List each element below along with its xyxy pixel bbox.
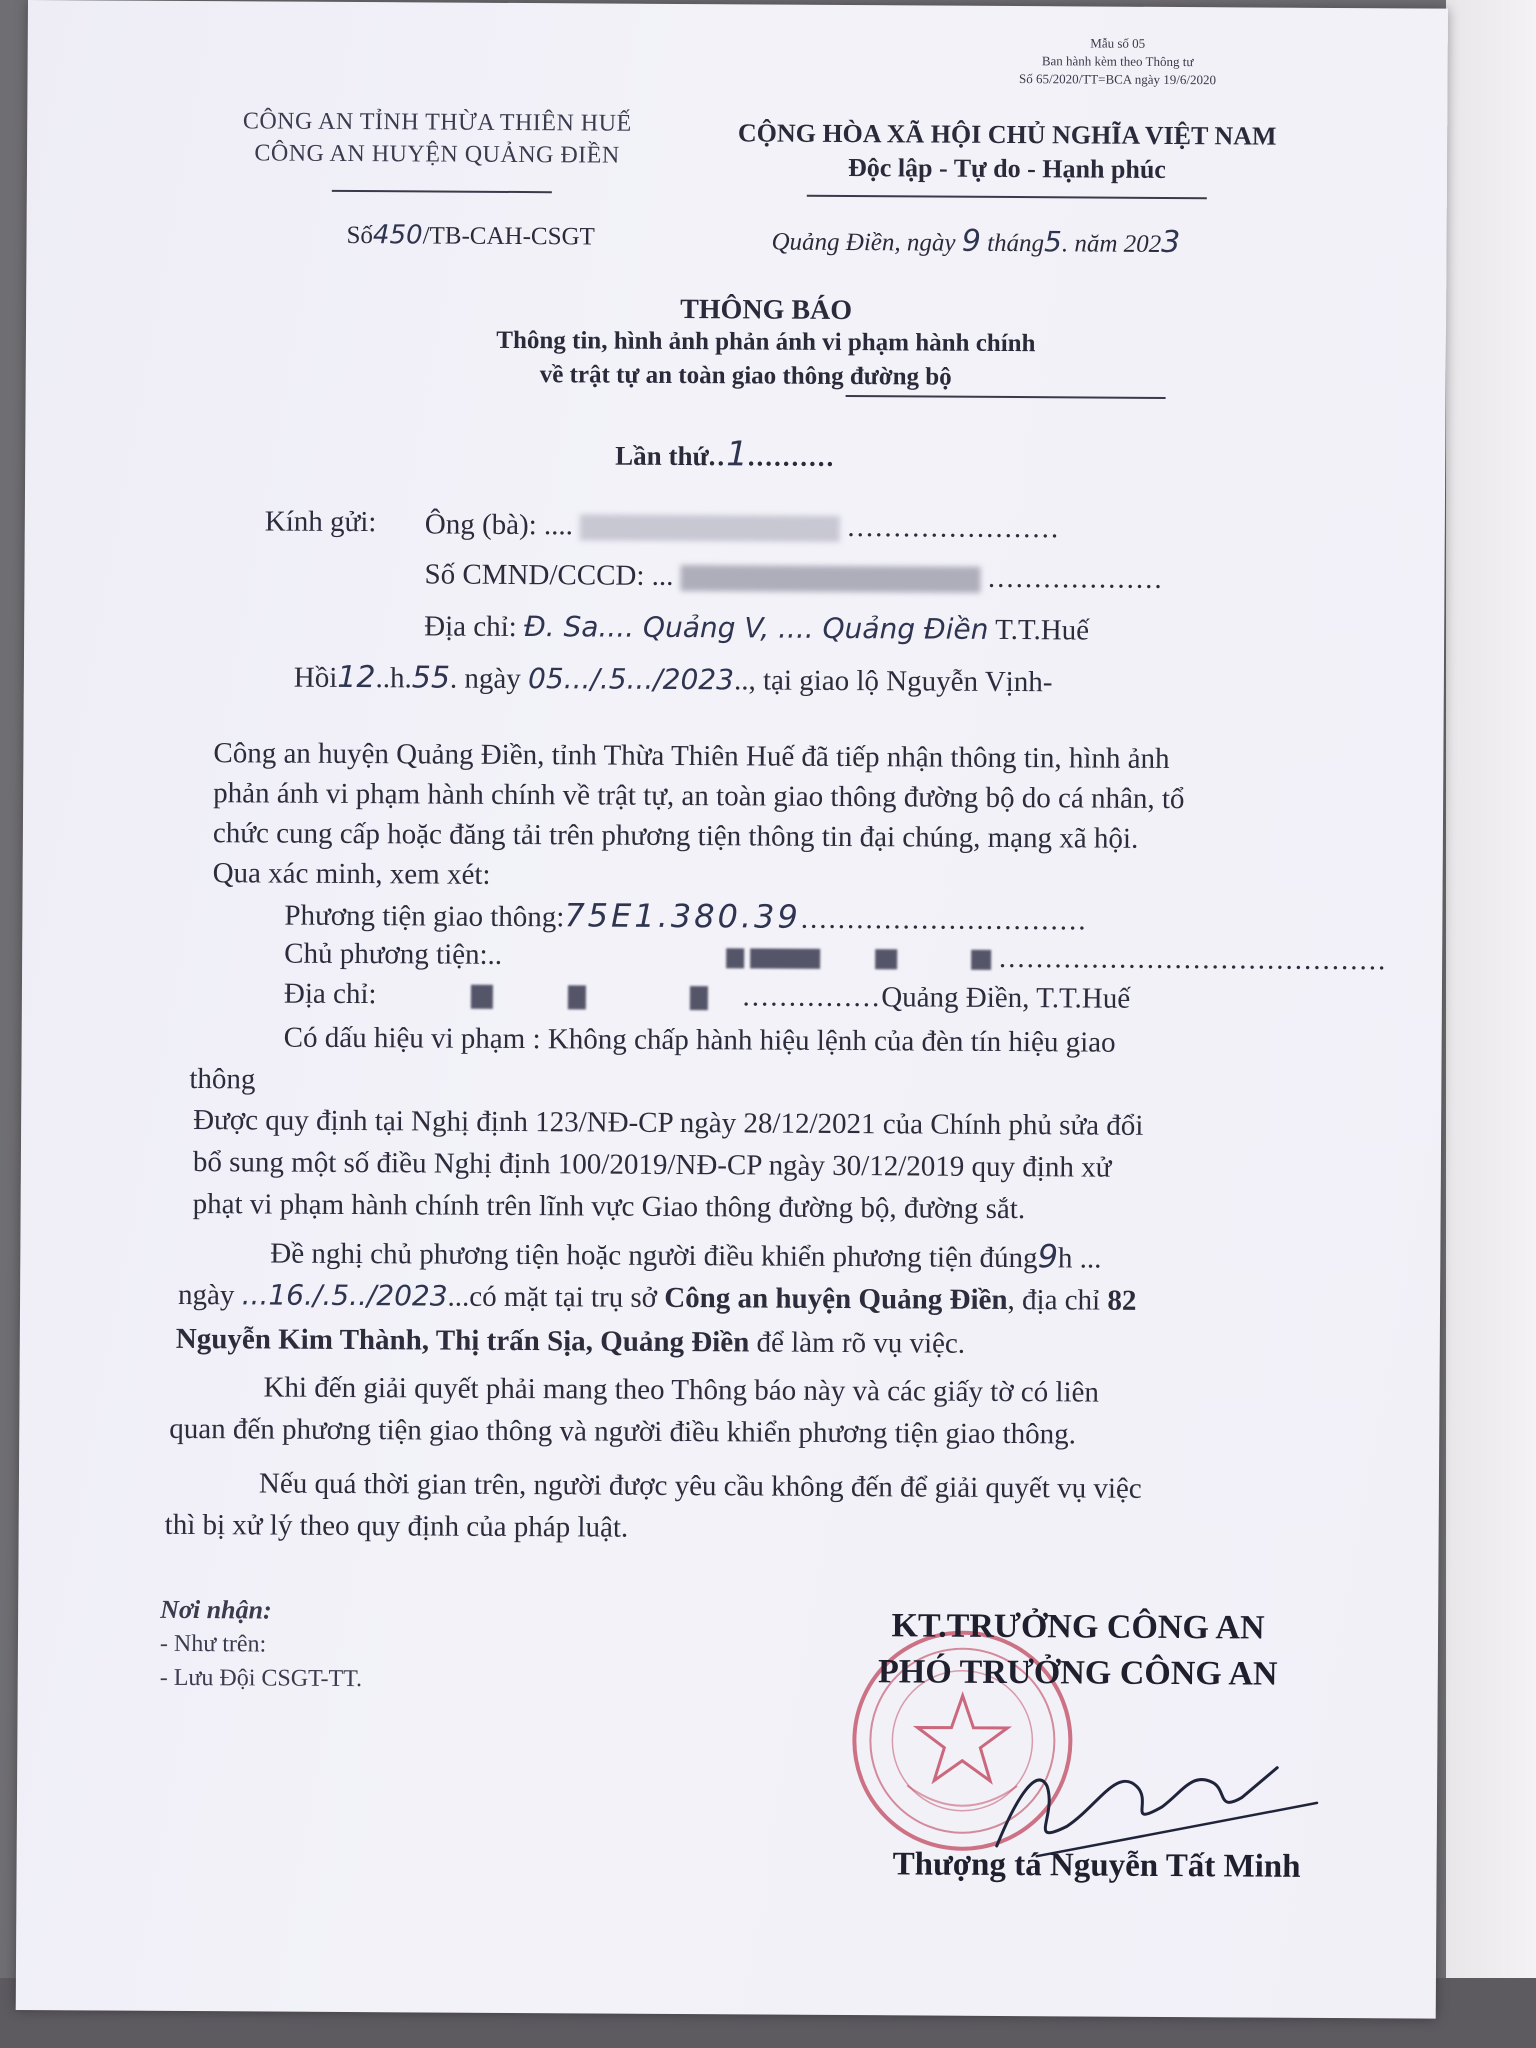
background-right (1446, 0, 1536, 2048)
vehicle-label: Phương tiện giao thông: (284, 899, 565, 934)
agency-underline (332, 190, 552, 193)
late-line1: Nếu quá thời gian trên, người được yêu cầu không đến để giải quyết vụ việc (258, 1467, 1142, 1505)
national-name: CỘNG HÒA XÃ HỘI CHỦ NGHĨA VIỆT NAM (737, 118, 1277, 151)
recipient-address-tail: T.T.Huế (995, 613, 1090, 647)
legal-line: phạt vi phạm hành chính trên lĩnh vực Giao thông đường bộ, đường sắt. (192, 1188, 1026, 1226)
recipient-name-line: Ông (bà): .... ....................... (424, 508, 1061, 545)
request-ngay: ngày (177, 1278, 235, 1312)
owner-address-tail: Quảng Điền, T.T.Huế (881, 981, 1131, 1015)
document-subtitle-line2: về trật tự an toàn giao thông đường bộ (539, 361, 952, 391)
date-month: 5 (1043, 225, 1063, 259)
document-number (346, 220, 594, 252)
form-note (957, 34, 1277, 90)
request-addr-label: , địa chỉ (1007, 1284, 1101, 1317)
signature-block (848, 1603, 1309, 1698)
request-mid: ...có mặt tại trụ sở (447, 1280, 658, 1314)
time-h: h (389, 662, 405, 695)
request-line2 (178, 1275, 1137, 1321)
bring-line1: Khi đến giải quyết phải mang theo Thông báo này và các giấy tờ có liên (263, 1371, 1100, 1409)
request-end: để làm rõ vụ việc. (749, 1326, 966, 1360)
legal-paragraph (193, 1099, 1144, 1231)
vehicle-plate: 75E1.380.39 (564, 896, 801, 936)
document-subtitle-line1: Thông tin, hình ảnh phản ánh vi phạm hành chính (496, 326, 1036, 358)
request-office: Công an huyện Quảng Điền (664, 1281, 1008, 1317)
recipients-block (160, 1593, 363, 1696)
lan-thu-value: 1 (726, 434, 749, 475)
doc-number-suffix: /TB-CAH-CSGT (422, 222, 595, 251)
date-month-label: tháng (987, 229, 1045, 258)
owner-line: Chủ phương tiện:.. .......................................... (284, 937, 1388, 977)
date-day: 9 (961, 223, 981, 259)
request-year-digit: 3 (429, 1279, 448, 1313)
agency-province: CÔNG AN TỈNH THỪA THIÊN HUẾ (242, 108, 632, 137)
lan-thu: Lần thứ..1.......... (615, 434, 836, 475)
request-address: Nguyễn Kim Thành, Thị trấn Sịa, Quảng Điền (175, 1322, 750, 1359)
request-hour-tail: h ... (1057, 1242, 1102, 1275)
intro-paragraph (213, 733, 1185, 899)
owner-label: Chủ phương tiện:.. (284, 937, 503, 971)
owner-address-label: Địa chỉ: (283, 977, 377, 1011)
recipient-address-label: Địa chỉ: (424, 610, 517, 643)
recipients-item: - Như trên: (159, 1630, 267, 1658)
form-note-line: Số 65/2020/TT=BCA ngày 19/6/2020 (1019, 71, 1217, 88)
request-addr-number: 82 (1107, 1284, 1137, 1317)
doc-number-prefix: Số (346, 221, 374, 250)
time-year-digit: 3 (716, 663, 735, 697)
request-text: Đề nghị chủ phương tiện hoặc người điều khiển phương tiện đúng (270, 1237, 1038, 1275)
recipient-label: Kính gửi: (264, 505, 377, 539)
date-place: Quảng Điền, ngày (771, 228, 956, 257)
issuing-agency (197, 105, 677, 172)
recipient-id-label: Số CMND/CCCD: ... (424, 558, 674, 592)
request-hour: 9 (1037, 1237, 1059, 1276)
legal-line: Được quy định tại Nghị định 123/NĐ-CP ngày 28/12/2021 của Chính phủ sửa đổi (193, 1104, 1144, 1142)
violation-line1: Có dấu hiệu vi phạm : Không chấp hành hiệu lệnh của đèn tín hiệu giao (283, 1021, 1116, 1059)
legal-line: bổ sung một số điều Nghị định 100/2019/NĐ-CP ngày 30/12/2019 quy định xử (192, 1146, 1112, 1184)
date-year-digit: 3 (1161, 224, 1181, 261)
time-hour: 12 (337, 659, 376, 696)
document-page (16, 0, 1448, 2019)
subtitle-underline (846, 395, 1166, 398)
time-date: 05.../.5.../202 (528, 662, 717, 697)
vehicle-line: Phương tiện giao thông:75E1.380.39............................... (284, 896, 1088, 937)
incident-time-line: Hồi12..h.55. ngày 05.../.5.../2023.., tại giao lộ Nguyễn Vịnh- (293, 659, 1053, 699)
intro-line: chức cung cấp hoặc đăng tải trên phương tiện thông tin đại chúng, mạng xã hội. (212, 817, 1139, 855)
request-line3 (176, 1319, 966, 1364)
time-hoi: Hồi (293, 661, 338, 694)
national-header (697, 116, 1317, 188)
recipients-item: - Lưu Đội CSGT-TT. (159, 1664, 363, 1693)
signer-name: Thượng tá Nguyễn Tất Minh (892, 1846, 1301, 1885)
recipients-label: Nơi nhận: (160, 1594, 272, 1625)
recipient-address-line (424, 606, 1089, 650)
recipient-address-hand: Đ. Sa.... Quảng V, .... Quảng Điền (523, 610, 989, 646)
request-date: ...16./.5../202 (241, 1278, 430, 1313)
doc-number-value: 450 (372, 220, 423, 251)
time-minute: 55 (411, 660, 451, 696)
redacted-name (580, 515, 840, 543)
date-year-label: . năm 202 (1061, 230, 1162, 258)
recipient-id-line: Số CMND/CCCD: ... ................... (424, 558, 1164, 595)
intro-line: Công an huyện Quảng Điền, tỉnh Thừa Thiên Huế đã tiếp nhận thông tin, hình ảnh (213, 737, 1170, 775)
request-line1 (270, 1232, 1101, 1279)
form-note-line: Ban hành kèm theo Thông tư (1041, 53, 1194, 70)
agency-district: CÔNG AN HUYỆN QUẢNG ĐIỀN (254, 140, 620, 169)
recipient-name-label: Ông (bà): .... (424, 508, 574, 542)
time-tail: .., tại giao lộ Nguyễn Vịnh- (733, 664, 1053, 699)
time-ngay: ngày (464, 662, 521, 696)
verify-label: Qua xác minh, xem xét: (212, 857, 491, 891)
national-motto: Độc lập - Tự do - Hạnh phúc (847, 153, 1166, 184)
violation-line2: thông (189, 1063, 256, 1096)
motto-underline (807, 195, 1207, 199)
document-title: THÔNG BÁO (680, 293, 853, 327)
form-note-line: Mẫu số 05 (1090, 35, 1146, 51)
owner-address-line: Địa chỉ: ...............Quảng Điền, T.T.Huế (283, 977, 1131, 1015)
redacted-id (681, 565, 981, 593)
intro-line: phản ánh vi phạm hành chính về trật tự, an toàn giao thông đường bộ do cá nhân, tổ (213, 777, 1185, 816)
signature-title-2: PHÓ TRƯỞNG CÔNG AN (877, 1653, 1278, 1693)
date-line (771, 223, 1180, 260)
bring-line2: quan đến phương tiện giao thông và người điều khiển phương tiện giao thông. (169, 1412, 1076, 1451)
lan-thu-label: Lần thứ (615, 440, 709, 472)
late-line2: thì bị xử lý theo quy định của pháp luật. (164, 1508, 629, 1544)
signature-title-1: KT.TRƯỞNG CÔNG AN (891, 1607, 1265, 1647)
